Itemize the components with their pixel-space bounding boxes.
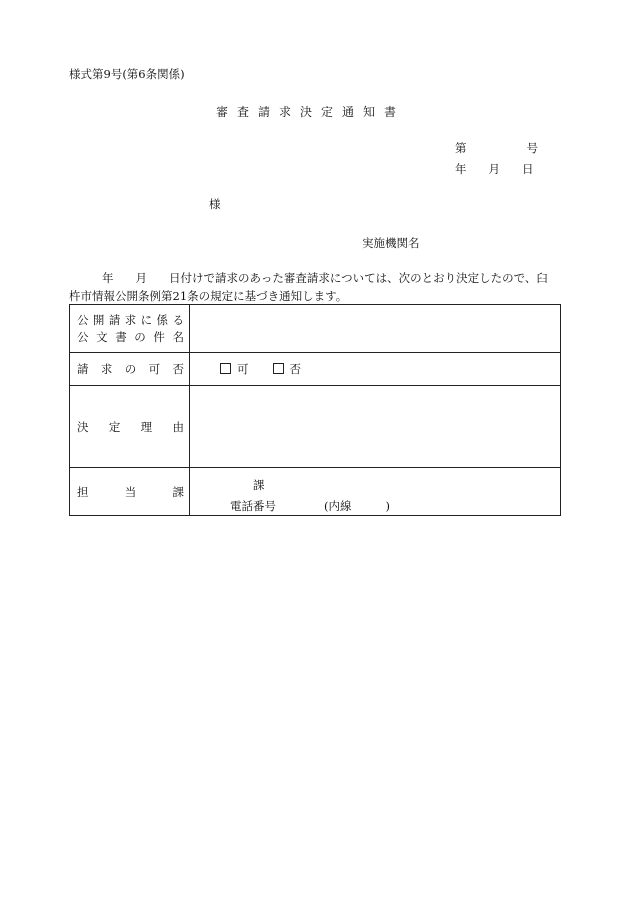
telephone-line	[230, 498, 390, 514]
approval-options	[190, 353, 561, 386]
department-label: 担 当 課	[70, 468, 190, 516]
document-title: 審査請求決定通知書	[216, 105, 406, 119]
table-row	[70, 386, 561, 468]
table-row	[70, 353, 561, 386]
table-row	[70, 305, 561, 353]
decision-reason-field[interactable]	[190, 386, 561, 468]
reject-checkbox[interactable]	[273, 363, 284, 374]
approval-label: 請 求 の 可 否	[70, 353, 190, 386]
body-text-line-2: 杵市情報公開条例第21条の規定に基づき通知します。	[69, 289, 348, 303]
body-month: 月	[135, 271, 147, 285]
agency-name: 実施機関名	[362, 236, 420, 250]
issue-date-month: 月	[488, 162, 500, 176]
notice-form-table	[69, 304, 561, 516]
issue-date-year: 年	[455, 162, 467, 176]
body-line-1-text: 日付けで請求のあった審査請求については、次のとおり決定したので、臼	[169, 271, 548, 285]
extension-open: (内線	[324, 499, 352, 513]
reject-option-label: 否	[289, 362, 301, 376]
issue-date-line	[455, 161, 534, 177]
table-row	[70, 468, 561, 516]
decision-reason-label: 決 定 理 由	[70, 386, 190, 468]
body-year: 年	[102, 271, 114, 285]
label-line-1: 公 開 請 求 に 係 る	[77, 312, 184, 327]
approve-option-label: 可	[237, 362, 249, 376]
issue-number-suffix: 号	[526, 141, 538, 155]
addressee-honorific: 様	[209, 197, 221, 211]
issue-number-line	[455, 140, 538, 156]
issue-date-day: 日	[522, 162, 534, 176]
department-suffix: 課	[253, 478, 265, 492]
department-field[interactable]	[190, 468, 561, 516]
extension-close: )	[385, 499, 390, 513]
document-name-label	[70, 305, 190, 353]
approve-checkbox[interactable]	[220, 363, 231, 374]
issue-number-prefix: 第	[455, 141, 467, 155]
document-name-field[interactable]	[190, 305, 561, 353]
form-number: 様式第9号(第6条関係)	[69, 67, 185, 81]
label-line-2: 公 文 書 の 件 名	[77, 329, 184, 344]
telephone-label: 電話番号	[230, 499, 276, 513]
body-text-line-1	[69, 270, 561, 286]
